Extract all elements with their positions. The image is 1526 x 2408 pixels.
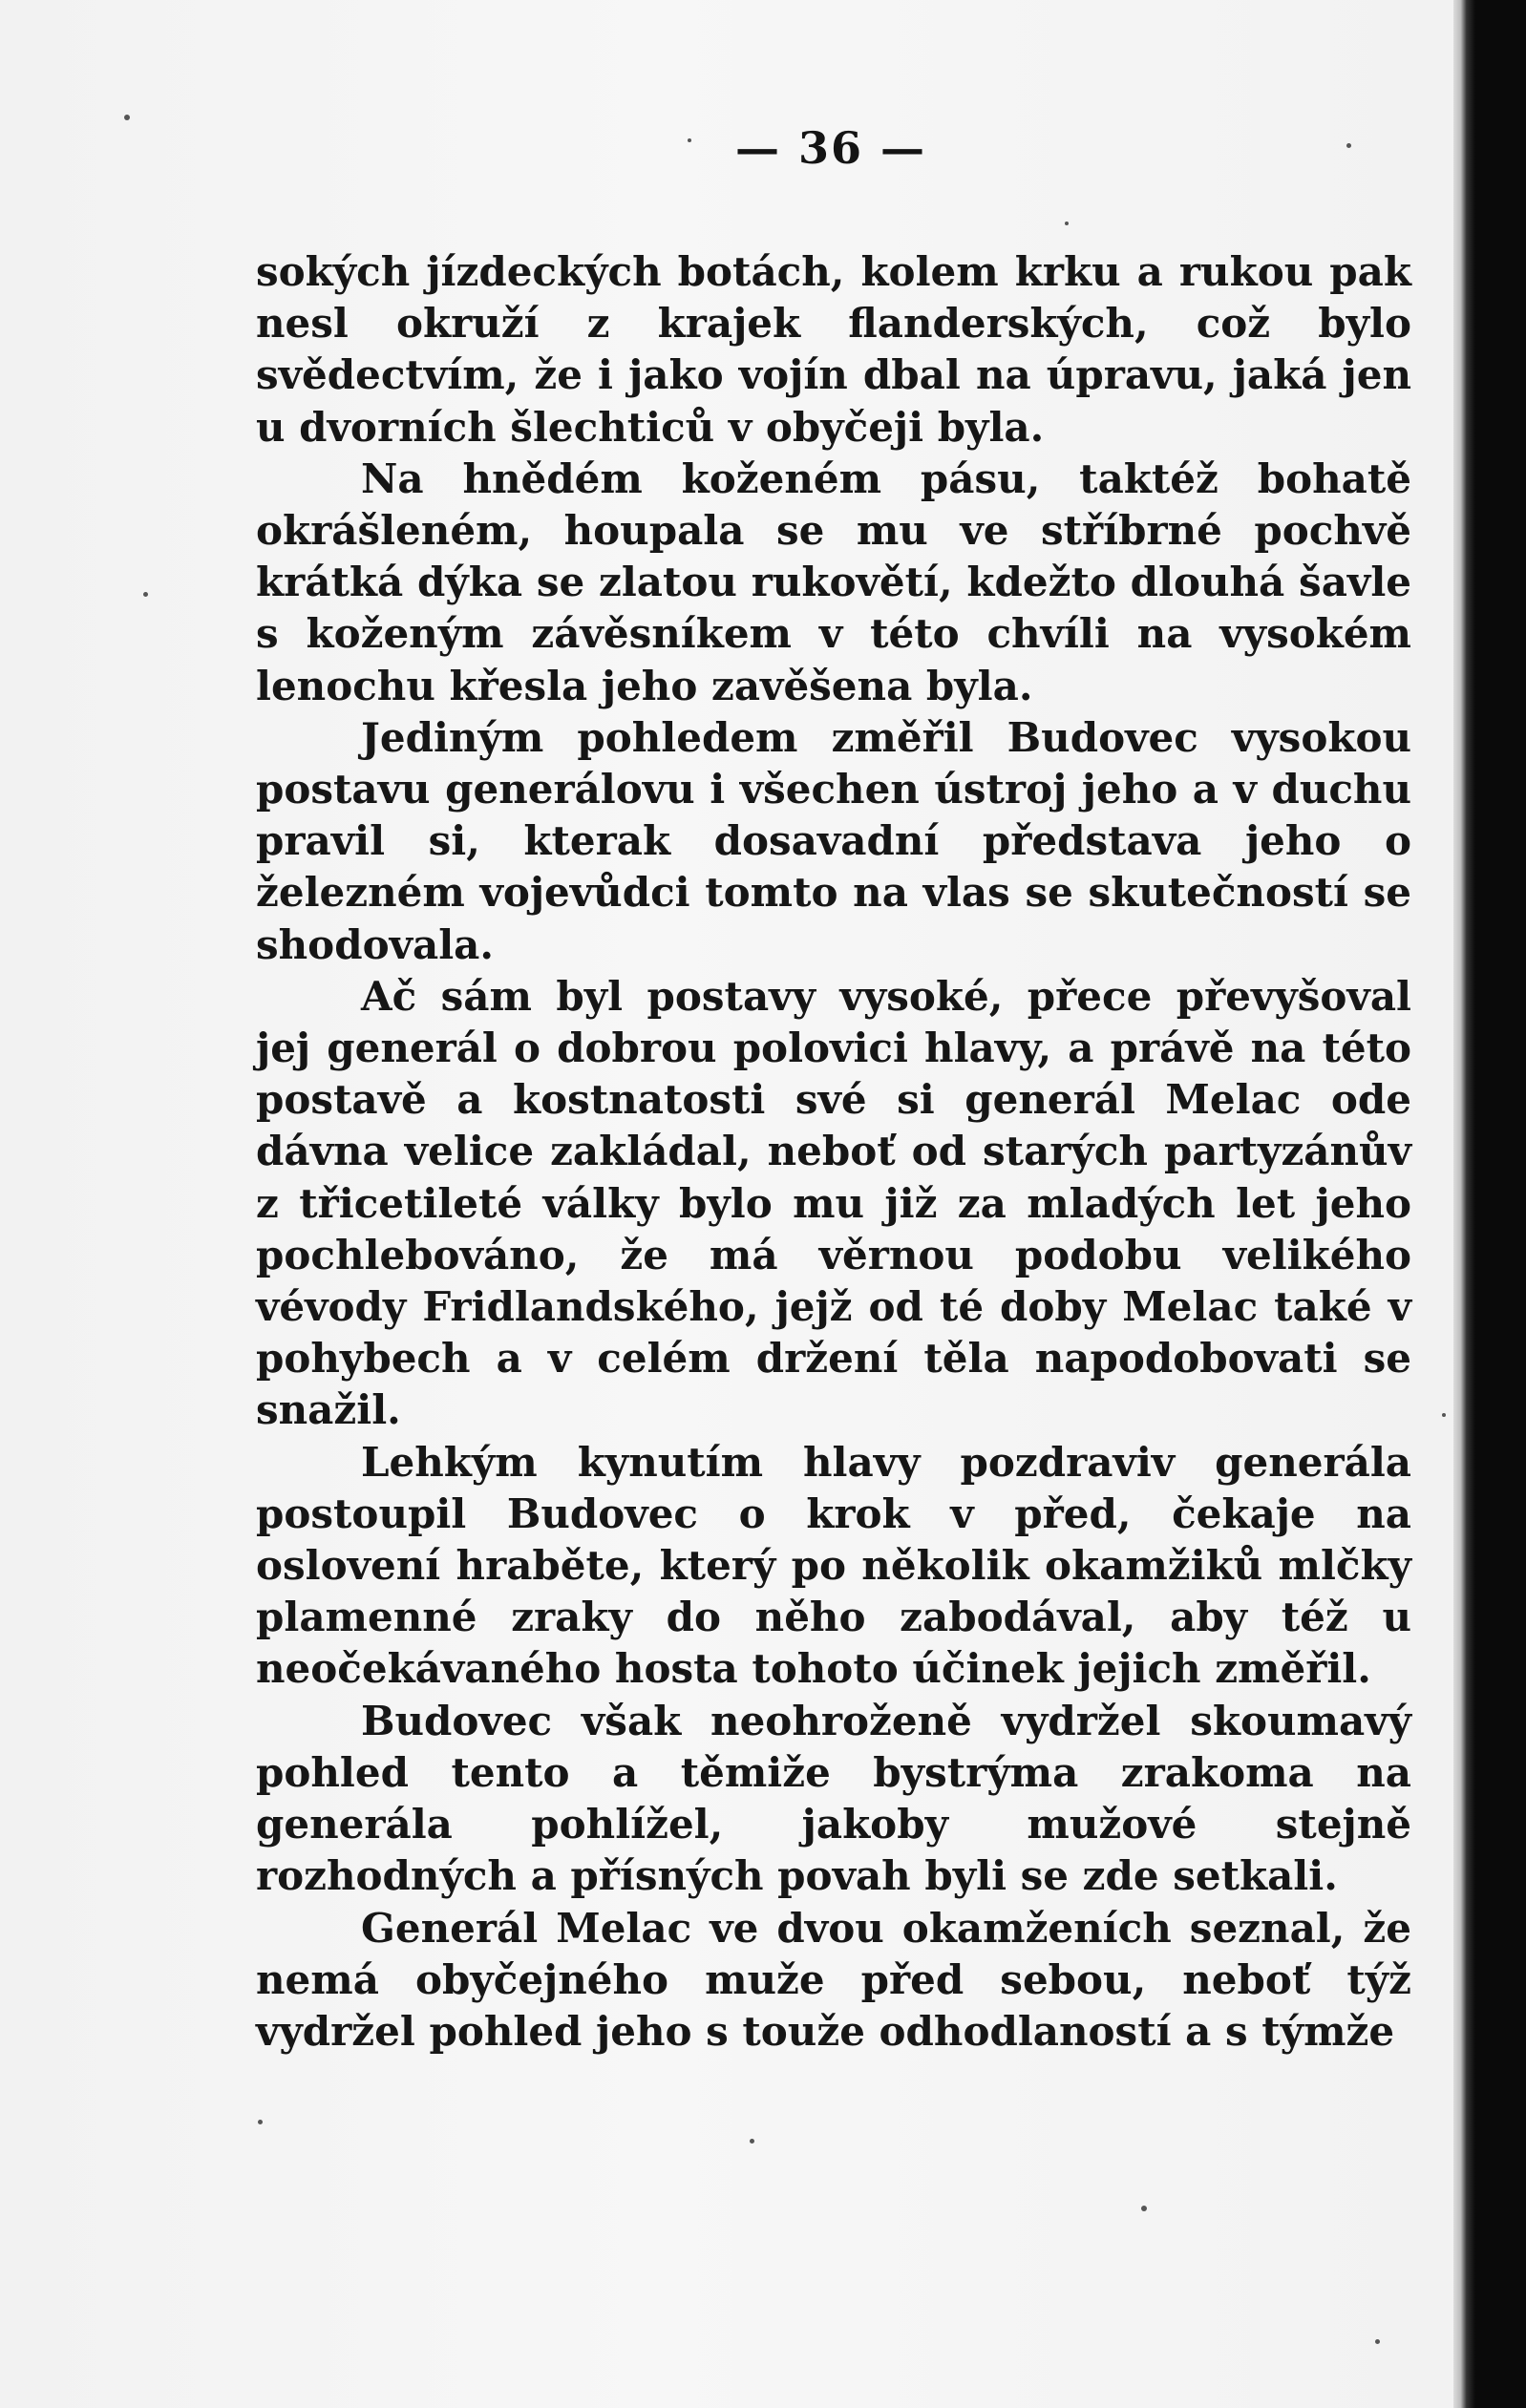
paper-speck [1141, 2206, 1147, 2211]
paper-speck [124, 115, 130, 120]
paper-speck [1375, 2339, 1380, 2344]
scan-edge-shadow [1453, 0, 1526, 2408]
paper-speck [143, 592, 148, 597]
paper-speck [258, 2120, 263, 2124]
paper-speck [1346, 143, 1351, 148]
paragraph: Jediným pohledem změřil Budovec vysokou postavu generálovu i všechen ústroj jeho a v duchu pravil si, kterak dosavadní představa jeho o železném vojevůdci tomto na vlas se skutečností se shodovala. [256, 713, 1411, 968]
paper-speck [1442, 1413, 1446, 1417]
paper-speck [688, 138, 691, 142]
paragraph: Na hnědém koženém pásu, taktéž bohatě okrášleném, houpala se mu ve stříbrné pochvě krátká dýka se zlatou rukovětí, kdežto dlouhá šavle s koženým závěsníkem v této chvíli na vysokém lenochu křesla jeho zavěšena byla. [256, 454, 1411, 709]
paper-speck [1065, 222, 1069, 225]
paragraph: Ač sám byl postavy vysoké, přece převyšoval jej generál o dobrou polovici hlavy, a právě na této postavě a kostnatosti své si generál Melac ode dávna velice zakládal, neboť od starých partyzánův z třicetileté války bylo mu již za mladých let jeho pochlebováno, že má věrnou podobu velikého vévody Fridlandského, jejž od té doby Melac také v pohybech a v celém držení těla napodobovati se snažil. [256, 972, 1411, 1434]
page-number: — 36 — [734, 122, 927, 174]
paper-speck [750, 2139, 754, 2144]
paragraph: Lehkým kynutím hlavy pozdraviv generála postoupil Budovec o krok v před, čekaje na oslovení hraběte, který po několik okamžiků mlčky plamenné zraky do něho zabodával, aby též u neočekávaného hosta tohoto účinek jejich změřil. [256, 1438, 1411, 1693]
paragraph: Budovec však neohroženě vydržel skoumavý pohled tento a těmiže bystrýma zrakoma na generála pohlížel, jakoby mužové stejně rozhodných a přísných povah byli se zde setkali. [256, 1697, 1411, 1900]
body-text [256, 246, 1411, 2058]
paragraph: Generál Melac ve dvou okamženích seznal, že nemá obyčejného muže před sebou, neboť týž vydržel pohled jeho s touže odhodlaností a s týmže [256, 1904, 1411, 2055]
paragraph-continuation: sokých jízdeckých botách, kolem krku a rukou pak nesl okruží z krajek flanderských, což bylo svědectvím, že i jako vojín dbal na úpravu, jaká jen u dvorních šlechticů v obyčeji byla. [256, 248, 1411, 451]
